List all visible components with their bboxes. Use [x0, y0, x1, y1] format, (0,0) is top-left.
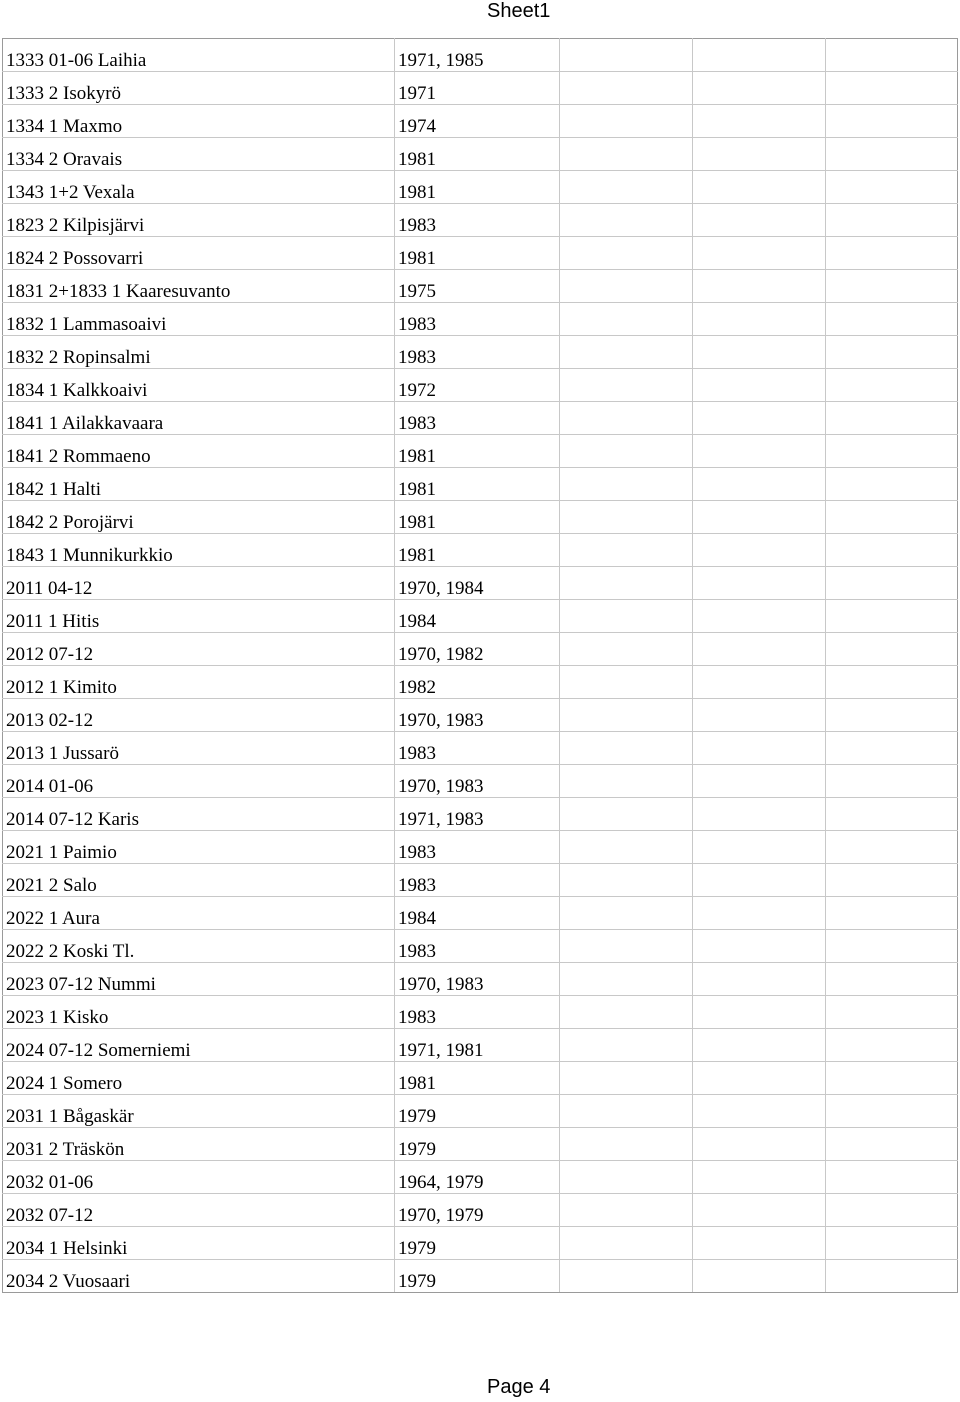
table-row	[3, 501, 958, 534]
empty-cell[interactable]	[826, 534, 958, 567]
empty-cell[interactable]	[693, 72, 826, 105]
empty-cell[interactable]	[693, 336, 826, 369]
table-row	[3, 402, 958, 435]
empty-cell[interactable]	[826, 171, 958, 204]
empty-cell[interactable]	[693, 1062, 826, 1095]
table-row	[3, 369, 958, 402]
empty-cell[interactable]	[693, 600, 826, 633]
page-number: Page 4	[487, 1376, 551, 1398]
empty-cell[interactable]	[693, 732, 826, 765]
empty-cell[interactable]	[693, 765, 826, 798]
empty-cell[interactable]	[560, 369, 693, 402]
site-cell[interactable]: 2013 02-12	[3, 699, 395, 732]
empty-cell[interactable]	[693, 1260, 826, 1293]
empty-cell[interactable]	[826, 336, 958, 369]
site-cell[interactable]: 1831 2+1833 1 Kaaresuvanto	[3, 270, 395, 303]
years-cell[interactable]: 1983	[395, 996, 560, 1029]
table-row	[3, 765, 958, 798]
empty-cell[interactable]	[693, 138, 826, 171]
table-row	[3, 798, 958, 831]
table-row	[3, 105, 958, 138]
empty-cell[interactable]	[693, 1227, 826, 1260]
empty-cell[interactable]	[826, 864, 958, 897]
empty-cell[interactable]	[560, 732, 693, 765]
empty-cell[interactable]	[826, 1161, 958, 1194]
empty-cell[interactable]	[826, 72, 958, 105]
empty-cell[interactable]	[560, 1095, 693, 1128]
empty-cell[interactable]	[826, 369, 958, 402]
table-row	[3, 237, 958, 270]
empty-cell[interactable]	[826, 699, 958, 732]
empty-cell[interactable]	[693, 831, 826, 864]
years-cell[interactable]: 1971, 1983	[395, 798, 560, 831]
empty-cell[interactable]	[693, 105, 826, 138]
empty-cell[interactable]	[693, 963, 826, 996]
site-cell[interactable]: 2031 1 Bågaskär	[3, 1095, 395, 1128]
years-cell[interactable]: 1981	[395, 237, 560, 270]
empty-cell[interactable]	[826, 1095, 958, 1128]
empty-cell[interactable]	[826, 402, 958, 435]
empty-cell[interactable]	[693, 369, 826, 402]
empty-cell[interactable]	[560, 831, 693, 864]
empty-cell[interactable]	[826, 1029, 958, 1062]
empty-cell[interactable]	[560, 996, 693, 1029]
empty-cell[interactable]	[693, 237, 826, 270]
table-row	[3, 72, 958, 105]
empty-cell[interactable]	[826, 138, 958, 171]
empty-cell[interactable]	[560, 666, 693, 699]
empty-cell[interactable]	[560, 501, 693, 534]
table-row	[3, 39, 958, 72]
table-row	[3, 303, 958, 336]
years-cell[interactable]: 1971	[395, 72, 560, 105]
empty-cell[interactable]	[826, 666, 958, 699]
empty-cell[interactable]	[560, 171, 693, 204]
empty-cell[interactable]	[826, 204, 958, 237]
site-cell[interactable]: 2011 04-12	[3, 567, 395, 600]
table-row	[3, 831, 958, 864]
empty-cell[interactable]	[560, 237, 693, 270]
empty-cell[interactable]	[560, 699, 693, 732]
empty-cell[interactable]	[560, 1194, 693, 1227]
site-cell[interactable]: 2024 07-12 Somerniemi	[3, 1029, 395, 1062]
empty-cell[interactable]	[560, 864, 693, 897]
spreadsheet-grid	[2, 38, 958, 1293]
table-row	[3, 1095, 958, 1128]
site-cell[interactable]: 1832 1 Lammasoaivi	[3, 303, 395, 336]
empty-cell[interactable]	[693, 633, 826, 666]
table-row	[3, 1260, 958, 1293]
empty-cell[interactable]	[826, 1128, 958, 1161]
empty-cell[interactable]	[560, 534, 693, 567]
empty-cell[interactable]	[560, 270, 693, 303]
empty-cell[interactable]	[826, 732, 958, 765]
empty-cell[interactable]	[560, 303, 693, 336]
site-cell[interactable]: 1841 2 Rommaeno	[3, 435, 395, 468]
years-cell[interactable]: 1983	[395, 303, 560, 336]
empty-cell[interactable]	[560, 1062, 693, 1095]
table-row	[3, 732, 958, 765]
empty-cell[interactable]	[560, 633, 693, 666]
empty-cell[interactable]	[693, 798, 826, 831]
sheet-title: Sheet1	[487, 0, 551, 22]
table-row	[3, 864, 958, 897]
years-cell[interactable]: 1970, 1983	[395, 765, 560, 798]
years-cell[interactable]: 1983	[395, 336, 560, 369]
site-cell[interactable]: 2013 1 Jussarö	[3, 732, 395, 765]
empty-cell[interactable]	[560, 1029, 693, 1062]
years-cell[interactable]: 1983	[395, 831, 560, 864]
empty-cell[interactable]	[693, 402, 826, 435]
years-cell[interactable]: 1982	[395, 666, 560, 699]
empty-cell[interactable]	[693, 1128, 826, 1161]
empty-cell[interactable]	[560, 39, 693, 72]
years-cell[interactable]: 1970, 1983	[395, 699, 560, 732]
years-cell[interactable]: 1971, 1985	[395, 39, 560, 72]
years-cell[interactable]: 1970, 1984	[395, 567, 560, 600]
empty-cell[interactable]	[693, 204, 826, 237]
site-cell[interactable]: 2023 07-12 Nummi	[3, 963, 395, 996]
site-cell[interactable]: 2021 1 Paimio	[3, 831, 395, 864]
empty-cell[interactable]	[560, 402, 693, 435]
years-cell[interactable]: 1983	[395, 864, 560, 897]
site-cell[interactable]: 2014 01-06	[3, 765, 395, 798]
table-row	[3, 1128, 958, 1161]
table-row	[3, 270, 958, 303]
table-row	[3, 1062, 958, 1095]
site-cell[interactable]: 2034 1 Helsinki	[3, 1227, 395, 1260]
years-cell[interactable]: 1983	[395, 402, 560, 435]
years-cell[interactable]: 1981	[395, 468, 560, 501]
empty-cell[interactable]	[826, 765, 958, 798]
empty-cell[interactable]	[826, 963, 958, 996]
years-cell[interactable]: 1975	[395, 270, 560, 303]
empty-cell[interactable]	[693, 699, 826, 732]
empty-cell[interactable]	[560, 204, 693, 237]
years-cell[interactable]: 1983	[395, 732, 560, 765]
empty-cell[interactable]	[826, 897, 958, 930]
site-cell[interactable]: 1824 2 Possovarri	[3, 237, 395, 270]
table-row	[3, 204, 958, 237]
empty-cell[interactable]	[693, 1161, 826, 1194]
table-row	[3, 1194, 958, 1227]
years-cell[interactable]: 1983	[395, 204, 560, 237]
table-row	[3, 1161, 958, 1194]
site-cell[interactable]: 1842 2 Porojärvi	[3, 501, 395, 534]
empty-cell[interactable]	[560, 1227, 693, 1260]
empty-cell[interactable]	[826, 996, 958, 1029]
site-cell[interactable]: 1843 1 Munnikurkkio	[3, 534, 395, 567]
empty-cell[interactable]	[693, 468, 826, 501]
years-cell[interactable]: 1971, 1981	[395, 1029, 560, 1062]
years-cell[interactable]: 1981	[395, 435, 560, 468]
years-cell[interactable]: 1979	[395, 1227, 560, 1260]
site-cell[interactable]: 1333 2 Isokyrö	[3, 72, 395, 105]
site-cell[interactable]: 2022 2 Koski Tl.	[3, 930, 395, 963]
empty-cell[interactable]	[826, 831, 958, 864]
site-cell[interactable]: 2032 07-12	[3, 1194, 395, 1227]
empty-cell[interactable]	[560, 798, 693, 831]
empty-cell[interactable]	[560, 435, 693, 468]
empty-cell[interactable]	[560, 468, 693, 501]
table-row	[3, 633, 958, 666]
spreadsheet-body	[3, 39, 958, 1293]
site-cell[interactable]: 2024 1 Somero	[3, 1062, 395, 1095]
years-cell[interactable]: 1979	[395, 1260, 560, 1293]
site-cell[interactable]: 1334 1 Maxmo	[3, 105, 395, 138]
site-cell[interactable]: 2032 01-06	[3, 1161, 395, 1194]
empty-cell[interactable]	[560, 765, 693, 798]
empty-cell[interactable]	[826, 501, 958, 534]
empty-cell[interactable]	[826, 303, 958, 336]
empty-cell[interactable]	[560, 138, 693, 171]
empty-cell[interactable]	[560, 1260, 693, 1293]
empty-cell[interactable]	[826, 237, 958, 270]
empty-cell[interactable]	[826, 1260, 958, 1293]
empty-cell[interactable]	[826, 1062, 958, 1095]
empty-cell[interactable]	[560, 72, 693, 105]
site-cell[interactable]: 1834 1 Kalkkoaivi	[3, 369, 395, 402]
site-cell[interactable]: 1842 1 Halti	[3, 468, 395, 501]
table-row	[3, 336, 958, 369]
years-cell[interactable]: 1964, 1979	[395, 1161, 560, 1194]
table-row	[3, 666, 958, 699]
empty-cell[interactable]	[560, 963, 693, 996]
site-cell[interactable]: 1333 01-06 Laihia	[3, 39, 395, 72]
years-cell[interactable]: 1979	[395, 1128, 560, 1161]
years-cell[interactable]: 1970, 1982	[395, 633, 560, 666]
site-cell[interactable]: 1343 1+2 Vexala	[3, 171, 395, 204]
empty-cell[interactable]	[693, 864, 826, 897]
empty-cell[interactable]	[693, 303, 826, 336]
years-cell[interactable]: 1981	[395, 501, 560, 534]
empty-cell[interactable]	[560, 1161, 693, 1194]
years-cell[interactable]: 1981	[395, 171, 560, 204]
empty-cell[interactable]	[826, 1194, 958, 1227]
empty-cell[interactable]	[826, 567, 958, 600]
table-row	[3, 699, 958, 732]
empty-cell[interactable]	[826, 930, 958, 963]
years-cell[interactable]: 1981	[395, 534, 560, 567]
empty-cell[interactable]	[826, 468, 958, 501]
empty-cell[interactable]	[693, 435, 826, 468]
empty-cell[interactable]	[560, 336, 693, 369]
site-cell[interactable]: 2034 2 Vuosaari	[3, 1260, 395, 1293]
empty-cell[interactable]	[826, 270, 958, 303]
table-row	[3, 930, 958, 963]
table-row	[3, 435, 958, 468]
site-cell[interactable]: 1832 2 Ropinsalmi	[3, 336, 395, 369]
years-cell[interactable]: 1970, 1979	[395, 1194, 560, 1227]
years-cell[interactable]: 1981	[395, 138, 560, 171]
empty-cell[interactable]	[693, 996, 826, 1029]
table-row	[3, 996, 958, 1029]
empty-cell[interactable]	[693, 1029, 826, 1062]
empty-cell[interactable]	[826, 105, 958, 138]
site-cell[interactable]: 1823 2 Kilpisjärvi	[3, 204, 395, 237]
empty-cell[interactable]	[560, 105, 693, 138]
empty-cell[interactable]	[560, 567, 693, 600]
empty-cell[interactable]	[693, 534, 826, 567]
empty-cell[interactable]	[693, 171, 826, 204]
years-cell[interactable]: 1974	[395, 105, 560, 138]
years-cell[interactable]: 1983	[395, 930, 560, 963]
empty-cell[interactable]	[693, 567, 826, 600]
empty-cell[interactable]	[560, 600, 693, 633]
years-cell[interactable]: 1972	[395, 369, 560, 402]
table-row	[3, 171, 958, 204]
site-cell[interactable]: 2022 1 Aura	[3, 897, 395, 930]
site-cell[interactable]: 2012 07-12	[3, 633, 395, 666]
years-cell[interactable]: 1984	[395, 897, 560, 930]
table-row	[3, 897, 958, 930]
empty-cell[interactable]	[826, 600, 958, 633]
empty-cell[interactable]	[693, 666, 826, 699]
table-row	[3, 534, 958, 567]
empty-cell[interactable]	[826, 39, 958, 72]
table-row	[3, 567, 958, 600]
empty-cell[interactable]	[693, 501, 826, 534]
table-row	[3, 963, 958, 996]
empty-cell[interactable]	[693, 39, 826, 72]
empty-cell[interactable]	[826, 798, 958, 831]
empty-cell[interactable]	[826, 1227, 958, 1260]
site-cell[interactable]: 2011 1 Hitis	[3, 600, 395, 633]
table-row	[3, 600, 958, 633]
years-cell[interactable]: 1970, 1983	[395, 963, 560, 996]
empty-cell[interactable]	[826, 435, 958, 468]
empty-cell[interactable]	[693, 930, 826, 963]
empty-cell[interactable]	[693, 1194, 826, 1227]
site-cell[interactable]: 2031 2 Träskön	[3, 1128, 395, 1161]
years-cell[interactable]: 1984	[395, 600, 560, 633]
table-row	[3, 138, 958, 171]
site-cell[interactable]: 2021 2 Salo	[3, 864, 395, 897]
empty-cell[interactable]	[693, 270, 826, 303]
empty-cell[interactable]	[826, 633, 958, 666]
empty-cell[interactable]	[560, 1128, 693, 1161]
site-cell[interactable]: 1841 1 Ailakkavaara	[3, 402, 395, 435]
years-cell[interactable]: 1981	[395, 1062, 560, 1095]
site-cell[interactable]: 2023 1 Kisko	[3, 996, 395, 1029]
years-cell[interactable]: 1979	[395, 1095, 560, 1128]
site-cell[interactable]: 2014 07-12 Karis	[3, 798, 395, 831]
table-row	[3, 1227, 958, 1260]
site-cell[interactable]: 1334 2 Oravais	[3, 138, 395, 171]
table-row	[3, 1029, 958, 1062]
empty-cell[interactable]	[693, 1095, 826, 1128]
empty-cell[interactable]	[560, 930, 693, 963]
table-row	[3, 468, 958, 501]
empty-cell[interactable]	[560, 897, 693, 930]
site-cell[interactable]: 2012 1 Kimito	[3, 666, 395, 699]
empty-cell[interactable]	[693, 897, 826, 930]
